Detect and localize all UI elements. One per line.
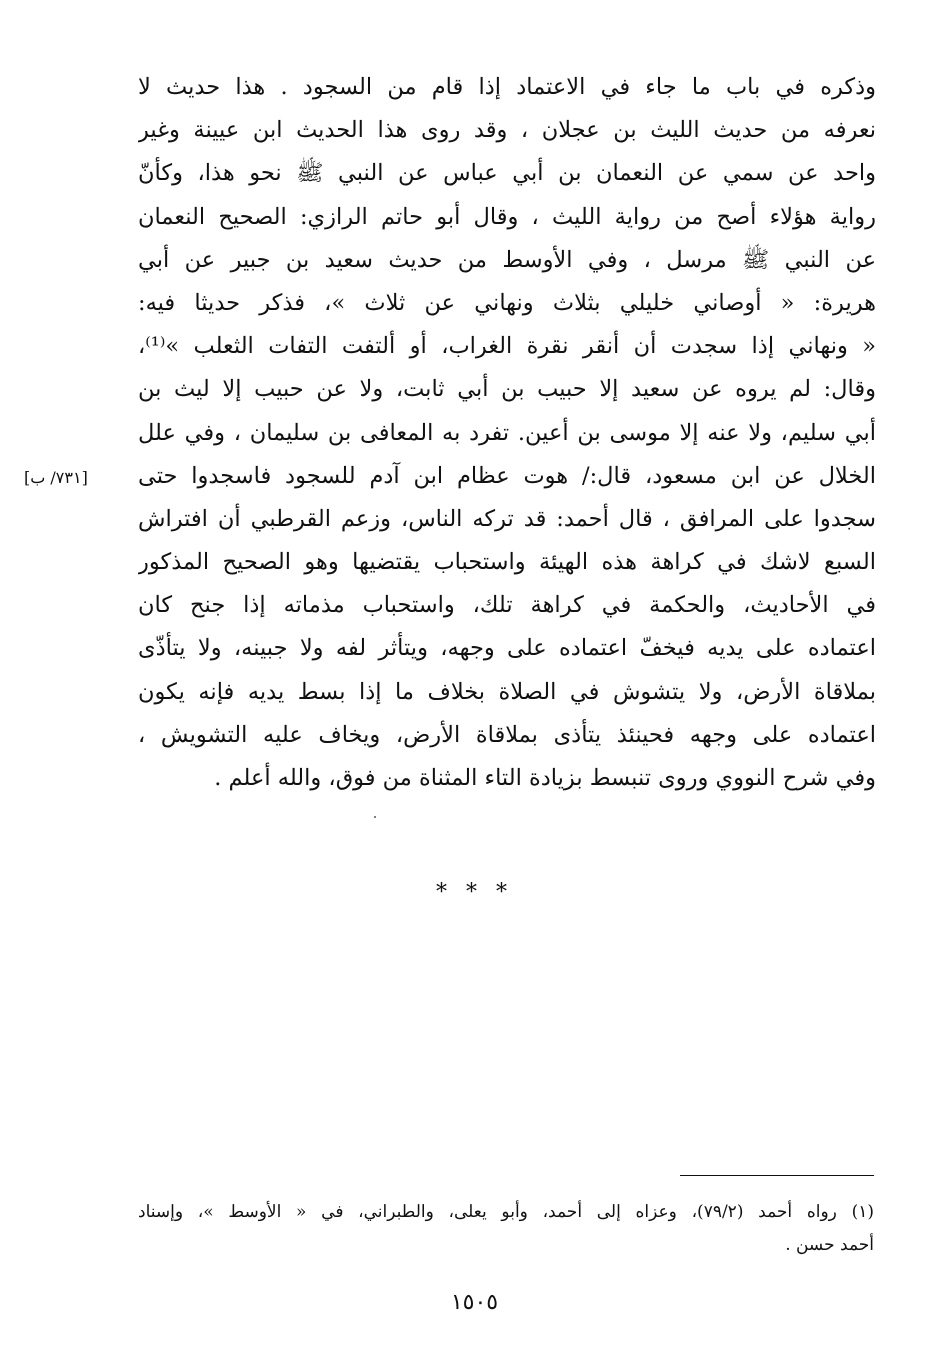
text-line: في الأحاديث، والحكمة في كراهة تلك، واستحباب مذماته إذا جنح كان (138, 592, 876, 619)
text-line: « ونهاني إذا سجدت أن أنقر نقرة الغراب، أو ألتفت التفات الثعلب »⁽¹⁾، (138, 333, 876, 360)
footnote-line: أحمد حسن . (785, 1235, 874, 1255)
text-line: السبع لاشك في كراهة هذه الهيئة واستحباب يقتضيها وهو الصحيح المذكور (138, 549, 876, 576)
manuscript-folio-marker: [٧٣١/ ب] (24, 468, 88, 487)
footnote-line: (١) رواه أحمد (٧٩/٢)، وعزاه إلى أحمد، وأبو يعلى، والطبراني، في « الأوسط »، وإسناد (138, 1202, 874, 1222)
text-line: الخلال عن ابن مسعود، قال:/ هوت عظام ابن آدم للسجود فاسجدوا حتى (138, 462, 876, 489)
text-line: رواية هؤلاء أصح من رواية الليث ، وقال أبو حاتم الرازي: الصحيح النعمان (138, 203, 876, 230)
text-line: وقال: لم يروه عن سعيد إلا حبيب بن أبي ثابت، ولا عن حبيب إلا ليث بن (138, 376, 876, 403)
text-line: بملاقاة الأرض، ولا يتشوش في الصلاة بخلاف ما إذا بسط يديه فإنه يكون (138, 678, 876, 705)
text-line: نعرفه من حديث الليث بن عجلان ، وقد روى هذا الحديث ابن عيينة وغير (138, 117, 876, 144)
main-text-block (138, 66, 876, 800)
text-line: عن النبي ﷺ مرسل ، وفي الأوسط من حديث سعيد بن جبير عن أبي (138, 246, 876, 273)
footnote-block (138, 1196, 874, 1262)
text-line: واحد عن سمي عن النعمان بن أبي عباس عن النبي ﷺ نحو هذا، وكأنّ (138, 160, 876, 187)
page-number: ١٥٠٥ (450, 1290, 499, 1315)
text-line: هريرة: « أوصاني خليلي بثلاث ونهاني عن ثلاث »، فذكر حديثا فيه: (138, 289, 876, 316)
text-line: وفي شرح النووي وروى تنبسط بزيادة التاء المثناة من فوق، والله أعلم . (214, 765, 876, 791)
section-separator: * * * (436, 880, 513, 905)
text-line: اعتماده على وجهه فحينئذ يتأذى بملاقاة الأرض، ويخاف عليه التشويش ، (138, 721, 876, 748)
text-line: سجدوا على المرافق ، قال أحمد: قد تركه الناس، وزعم القرطبي أن افتراش (138, 505, 876, 532)
text-line: وذكره في باب ما جاء في الاعتماد إذا قام من السجود . هذا حديث لا (138, 74, 876, 100)
text-line: أبي سليم، ولا عنه إلا موسى بن أعين. تفرد به المعافى بن سليمان ، وفي علل (138, 419, 876, 446)
footnote-divider (680, 1175, 874, 1176)
text-line: اعتماده على يديه فيخفّ اعتماده على وجهه، ويتأثر لفه ولا جبينه، ولا يتأذّى (138, 635, 876, 662)
print-speck (374, 816, 376, 818)
